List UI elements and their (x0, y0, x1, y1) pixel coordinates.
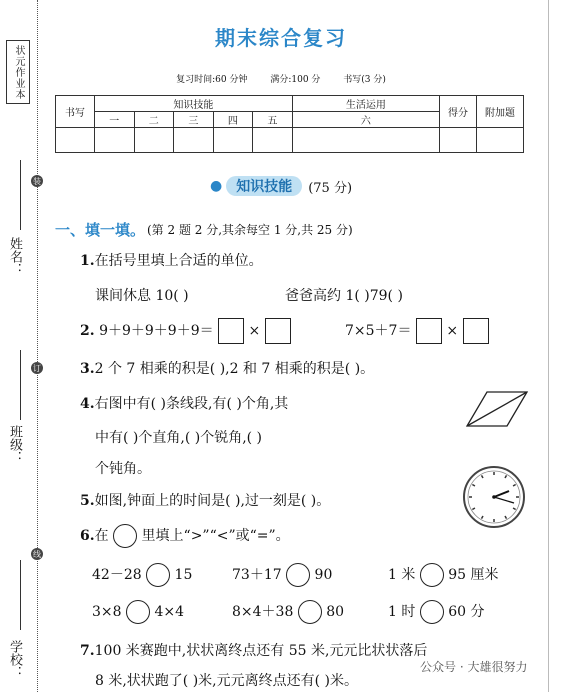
question-1 (80, 250, 263, 270)
section-title: 知识技能 (226, 176, 302, 196)
page-title: 期末综合复习 (215, 26, 347, 50)
score-cell[interactable] (56, 128, 95, 153)
parallelogram-figure (465, 388, 530, 430)
question-number: 1. (80, 253, 95, 269)
col-1: 一 (95, 112, 135, 128)
question-3[interactable] (80, 358, 374, 378)
col-bonus: 附加题 (477, 96, 524, 128)
compare-left: 1 米 (388, 567, 416, 583)
name-line[interactable] (20, 160, 21, 230)
dots-icon: ● (210, 178, 223, 194)
answer-box[interactable] (463, 318, 489, 344)
binding-mark-2: 订 (33, 363, 41, 373)
compare-right: 15 (174, 567, 193, 583)
compare-left: 8×4＋38 (232, 604, 294, 620)
compare-circle[interactable] (286, 563, 310, 587)
question-4[interactable] (80, 393, 288, 413)
writing-score: 书写(3 分) (343, 75, 386, 85)
question-number: 5. (80, 493, 95, 509)
question-number: 6. (80, 528, 95, 544)
score-cell[interactable] (440, 128, 477, 153)
question-2b (345, 318, 489, 344)
exam-info (0, 72, 562, 85)
col-writing: 书写 (56, 96, 95, 128)
times-sign: × (446, 323, 459, 339)
compare-circle[interactable] (420, 563, 444, 587)
q2-expr-b: 7×5＋7＝ (345, 323, 412, 339)
compare-circle[interactable] (298, 600, 322, 624)
exam-time: 复习时间:60 分钟 (176, 75, 248, 85)
col-life: 生活运用 (292, 96, 439, 112)
compare-left: 3×8 (92, 604, 122, 620)
name-label: 姓名： (7, 237, 22, 276)
score-cell[interactable] (477, 128, 524, 153)
answer-box[interactable] (265, 318, 291, 344)
clock-icon (462, 465, 526, 529)
question-number: 7. (80, 643, 95, 659)
compare-circle[interactable] (126, 600, 150, 624)
compare-left: 73＋17 (232, 567, 282, 583)
score-cell[interactable] (95, 128, 135, 153)
compare-right: 4×4 (154, 604, 184, 620)
score-cell[interactable] (134, 128, 174, 153)
col-5: 五 (253, 112, 293, 128)
q7-line-2[interactable]: 8 米,状状跑了( )米,元元离终点还有( )米。 (95, 673, 359, 689)
col-6: 六 (292, 112, 439, 128)
compare-right: 80 (326, 604, 345, 620)
q4-line-3: 个钝角。 (95, 461, 151, 477)
score-cell[interactable] (253, 128, 293, 153)
answer-box[interactable] (218, 318, 244, 344)
question-7 (80, 640, 427, 660)
compare-item (388, 600, 485, 624)
part-title: 一、填一填。 (55, 221, 146, 239)
question-number: 3. (80, 361, 95, 377)
times-sign: × (248, 323, 261, 339)
question-text: 右图中有( )条线段,有( )个角,其 (94, 396, 289, 412)
col-2: 二 (134, 112, 174, 128)
q1-blank-a[interactable]: 课间休息 10( ) (95, 288, 189, 304)
part-note: (第 2 题 2 分,其余每空 1 分,共 25 分) (147, 223, 353, 237)
question-number: 4. (80, 396, 95, 412)
score-cell[interactable] (213, 128, 253, 153)
binding-dotted-line (37, 0, 38, 692)
brand-stamp: 状元作业本 (6, 40, 30, 104)
compare-circle (113, 524, 137, 548)
compare-circle[interactable] (420, 600, 444, 624)
answer-box[interactable] (416, 318, 442, 344)
watermark: 公众号 · 大雄很努力 (420, 660, 528, 674)
section-score: (75 分) (308, 180, 353, 196)
col-4: 四 (213, 112, 253, 128)
compare-item (232, 600, 344, 624)
question-5[interactable] (80, 490, 330, 510)
compare-right: 90 (314, 567, 333, 583)
question-text: 2 个 7 相乘的积是( ),2 和 7 相乘的积是( )。 (94, 361, 375, 377)
compare-item (388, 563, 499, 587)
col-knowledge: 知识技能 (95, 96, 293, 112)
question-text: 在括号里填上合适的单位。 (94, 253, 263, 269)
binding-mark-1: 装 (33, 176, 41, 186)
score-cell[interactable] (174, 128, 214, 153)
class-label: 班级： (7, 425, 22, 464)
question-6 (80, 524, 290, 548)
question-text: 在 (94, 528, 109, 544)
compare-left: 42－28 (92, 567, 142, 583)
compare-right: 60 分 (448, 604, 485, 620)
col-score: 得分 (440, 96, 477, 128)
question-text: 100 米赛跑中,状状离终点还有 55 米,元元比状状落后 (94, 643, 428, 659)
q1-blank-b[interactable]: 爸爸高约 1( )79( ) (285, 288, 403, 304)
class-line[interactable] (20, 350, 21, 420)
q4-line-2[interactable]: 中有( )个直角,( )个锐角,( ) (95, 430, 263, 446)
section-banner (210, 176, 352, 196)
page-edge (548, 0, 549, 692)
question-text: 里填上“>”“<”或“=”。 (141, 528, 290, 544)
question-2 (80, 318, 291, 344)
compare-right: 95 厘米 (448, 567, 499, 583)
compare-item (92, 563, 192, 587)
binding-mark-3: 线 (33, 549, 41, 559)
school-line[interactable] (20, 560, 21, 630)
compare-circle[interactable] (146, 563, 170, 587)
q2-expr-a: 9＋9＋9＋9＋9＝ (99, 323, 214, 339)
full-score: 满分:100 分 (270, 75, 321, 85)
compare-item (232, 563, 332, 587)
school-label: 学校： (7, 640, 22, 679)
score-table (55, 95, 524, 153)
score-cell[interactable] (292, 128, 439, 153)
question-number: 2. (80, 323, 95, 339)
compare-item (92, 600, 184, 624)
question-text: 如图,钟面上的时间是( ),过一刻是( )。 (94, 493, 331, 509)
col-3: 三 (174, 112, 214, 128)
compare-left: 1 时 (388, 604, 416, 620)
